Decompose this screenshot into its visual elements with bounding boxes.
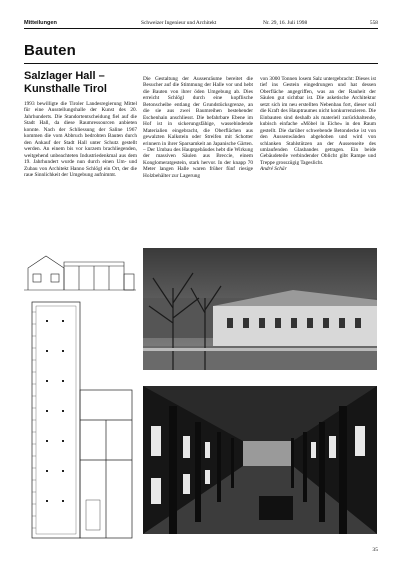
article-column-2 <box>143 76 253 275</box>
article-author: André Schär <box>260 166 287 173</box>
header-rule <box>24 28 378 29</box>
exterior-photo <box>143 248 377 370</box>
section-title: Bauten <box>24 42 77 59</box>
article-title: Salzlager Hall – Kunsthalle Tirol <box>24 70 107 95</box>
header-journal-title: Schweizer Ingenieur und Architekt <box>141 20 217 26</box>
page-folio: 35 <box>372 547 378 553</box>
article-text-3: von 3000 Tonnen losem Salz untergebracht: Dieses ist tief ins Gestein eingedrungen und hat dessen Oberfläche angegriffen, was an der Rauheit der Säulen gut sichtbar ist. Die asketische Architektur setzt sich im neu erstellten Nebenbau fort, dieser soll die Kraft des Hauptraumes nicht konkurrenzieren. Die Einbauten sind deshalb als materiell zurückhaltende, kubisch einfache «Möbel in Eiche» in den Raum gestellt. Die darüber schwebende Betondecke ist von den Aussenwänden abgehoben und wird von schlanken Stahlstützen an der Aussenseite des umlaufenden Glasbandes getragen. Ein beide Gebäudeteile verbindender Oblicht gibt Rampe und Treppe grosszügig Tageslicht. <box>260 76 376 166</box>
interior-photo <box>143 386 377 534</box>
article-text-1: 1993 bewilligte die Tiroler Landesregierung Mittel für eine Ausstellungshalle der Kunst des 20. Jahrhunderts. Die Standortentscheidung fiel auf die Stadt Hall, da diese Raumressourcen anbieten konnte. Nach der Schliessung der Saline 1967 kommen die vom Abbruch bedrohten Bauten durch den Ankauf der Stadt Hall unter Schutz gestellt werden. An einem bis vor kurzem brachliegenden, weitgehend unbeachteten Industriedenkmal aus dem 19. Jahrhundert wurde nun durch einen Um- und Zubau von Architekt Hanno Schlögl ein Ort, der die raue Sinnlichkeit der Umgebung aufnimmt. <box>24 101 137 178</box>
header-page-number: 558 <box>369 20 378 26</box>
article-column-3 <box>260 76 376 240</box>
header-issue: Nr. 29, 16. Juli 1998 <box>263 20 308 26</box>
article-text-2: Die Gestaltung der Aussenräume bereitet die Besucher auf die Stimmung der Halle vor und hebt die Bauten von ihrer öden Umgebung ab. Dies erreicht Schlögl durch eine kopflische Betonscheibe entlang der Grundstücksgrenze, an die sie aus zwei Baumreihen bestehender Eschenhain anschliesst. Die befahrbare Ebene im Hof ist in sickerungsfähige, wassebindende Materialien eingebracht, die Oberflächen aus gewalzten Kalkstein oder Streifen mit Schotter erinnern in ihrer Sparsamkeit an Japanische Gärten. – Der Umbau des Hauptgebäudes hebt die Wirkung der massiven Säulen aus Breccie, einem Konglomeratgestein, stark hervor. In der knapp 70 Meter langen Halle waren früher fünf riesige Holzbehälter zur Lagerung <box>143 76 253 179</box>
section-rule <box>24 63 378 64</box>
section-drawing <box>24 246 136 294</box>
header-section-label: Mitteilungen <box>24 20 57 26</box>
floor-plan <box>30 300 134 540</box>
